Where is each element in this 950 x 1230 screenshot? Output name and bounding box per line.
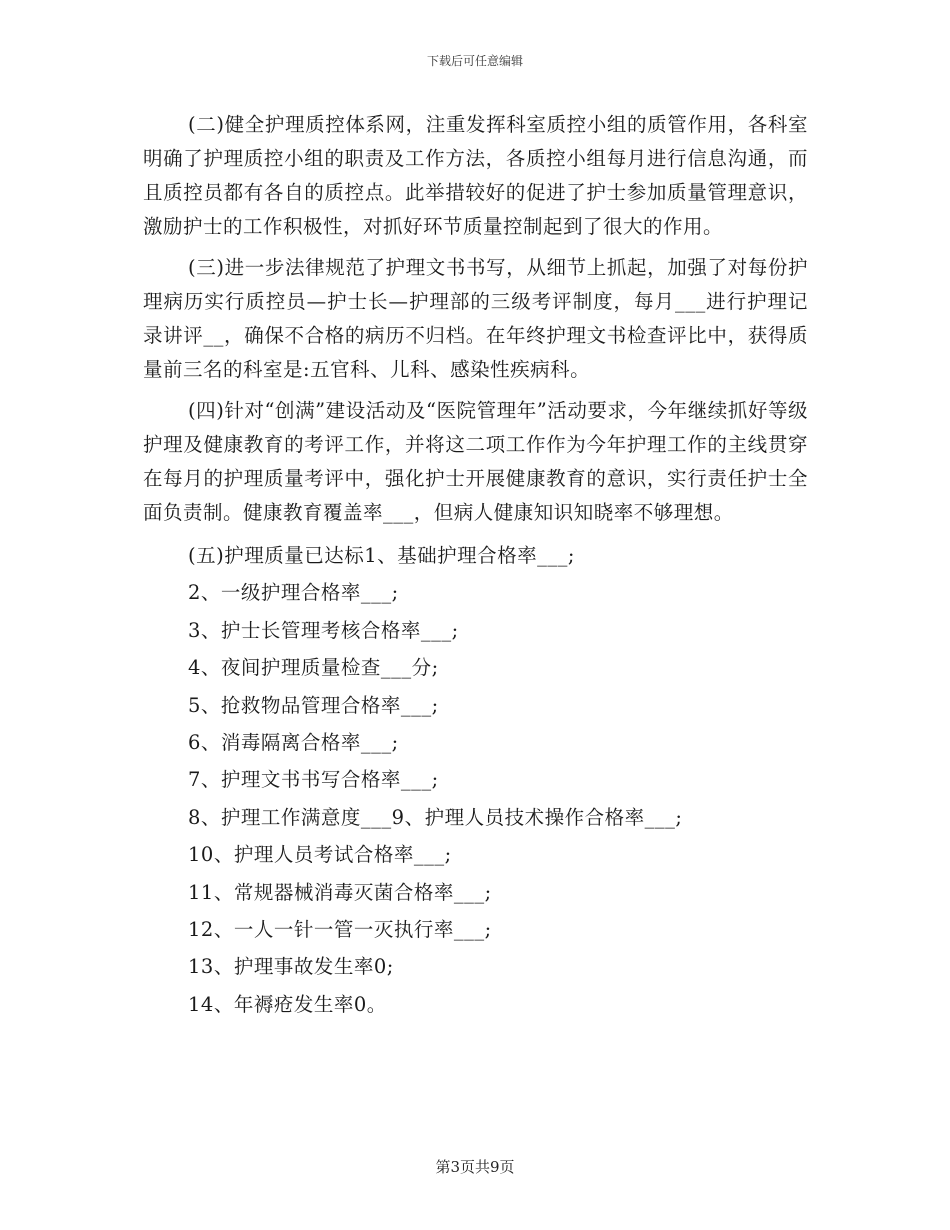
list-item: 8、护理工作满意度___9、护理人员技术操作合格率___; bbox=[188, 805, 683, 829]
list-item: 2、一级护理合格率___; bbox=[188, 581, 399, 605]
list-item: 14、年褥疮发生率0。 bbox=[188, 992, 387, 1016]
list-item: 6、消毒隔离合格率___; bbox=[188, 731, 399, 755]
paragraph-3: (三)进一步法律规范了护理文书书写，从细节上抓起，加强了对每份护理病历实行质控员—护士长—护理部的三级考评制度，每月___进行护理记录讲评__，确保不合格的病历不归档。在年终护理文书检查评比中，获得质量前三名的科室是:五官科、儿科、感染性疾病科。 bbox=[143, 256, 808, 381]
list-item: 11、常规器械消毒灭菌合格率___; bbox=[188, 880, 492, 904]
page-header: 下载后可任意编辑 bbox=[426, 54, 523, 68]
list-item: (五)护理质量已达标1、基础护理合格率___; bbox=[188, 544, 575, 567]
list-item: 13、护理事故发生率0; bbox=[188, 955, 394, 979]
quality-indicator-list bbox=[143, 537, 808, 1023]
document-body bbox=[143, 108, 808, 1023]
list-item: 3、护士长管理考核合格率___; bbox=[188, 618, 459, 642]
list-item: 7、护理文书书写合格率___; bbox=[188, 768, 439, 792]
paragraph-2: (二)健全护理质控体系网，注重发挥科室质控小组的质管作用，各科室明确了护理质控小组的职责及工作方法，各质控小组每月进行信息沟通，而且质控员都有各自的质控点。此举措较好的促进了护士参加质量管理意识，激励护士的工作积极性，对抓好环节质量控制起到了很大的作用。 bbox=[143, 113, 808, 238]
list-item: 10、护理人员考试合格率___; bbox=[188, 843, 452, 867]
page-number: 第3页共9页 bbox=[435, 1158, 515, 1176]
list-item: 5、抢救物品管理合格率___; bbox=[188, 693, 439, 717]
list-item: 12、一人一针一管一灭执行率___; bbox=[188, 918, 492, 942]
list-item: 4、夜间护理质量检查___分; bbox=[188, 656, 439, 680]
paragraph-4: (四)针对“创满”建设活动及“医院管理年”活动要求，今年继续抓好等级护理及健康教育的考评工作，并将这二项工作作为今年护理工作的主线贯穿在每月的护理质量考评中，强化护士开展健康教育的意识，实行责任护士全面负责制。健康教育覆盖率___，但病人健康知识知晓率不够理想。 bbox=[143, 399, 808, 524]
